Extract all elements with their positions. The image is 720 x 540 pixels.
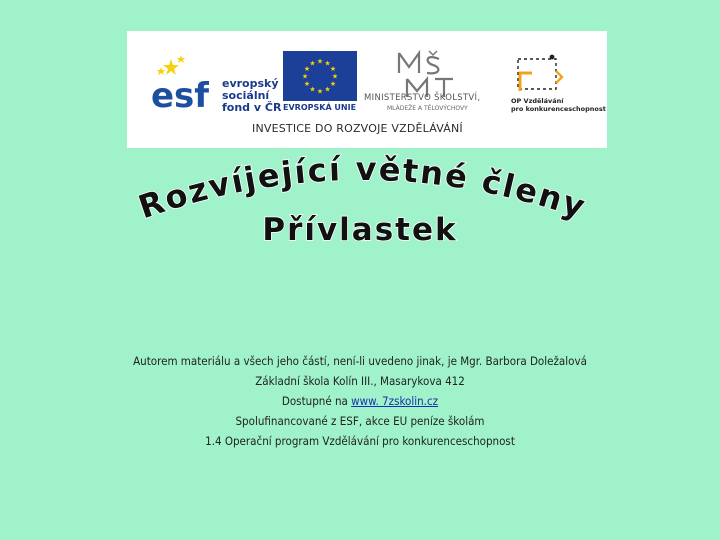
eu-flag-icon <box>283 51 357 101</box>
esf-label-line: evropský <box>222 77 279 90</box>
investice-label: INVESTICE DO ROZVOJE VZDĚLÁVÁNÍ <box>252 122 463 135</box>
esf-label-line: sociální <box>222 89 270 102</box>
op-label-line: OP Vzdělávání <box>511 97 564 105</box>
eu-star-icon: ★ <box>329 80 337 88</box>
msmt-logo-icon <box>395 49 457 99</box>
title-line-1: Rozvíjející větné členy <box>133 150 592 227</box>
title-line-2: Přívlastek <box>262 212 458 248</box>
esf-logo-icon <box>149 49 209 113</box>
credits-school: Základní škola Kolín III., Masarykova 412 <box>255 374 465 388</box>
eu-star-icon: ★ <box>303 80 311 88</box>
title-word-art <box>0 150 720 255</box>
credits-funding: Spolufinancované z ESF, akce EU peníze školám <box>235 414 485 428</box>
eu-star-icon: ★ <box>324 85 331 94</box>
ministry-sub-label: MLÁDEŽE A TĚLOVÝCHOVY <box>387 105 468 112</box>
eu-star-icon: ★ <box>316 57 324 66</box>
esf-label-line: fond v ČR <box>222 101 282 114</box>
credits-author: Autorem materiálu a všech jeho částí, není-li uvedeno jinak, je Mgr. Barbora Doležalová <box>133 354 587 368</box>
credits-availability-prefix: Dostupné na <box>281 394 352 408</box>
op-label <box>511 97 606 113</box>
esf-label <box>222 78 281 114</box>
op-logo-icon <box>512 51 568 95</box>
svg-text:esf: esf <box>151 76 209 113</box>
eu-star-icon: ★ <box>303 65 311 73</box>
eu-label: EVROPSKÁ UNIE <box>283 103 357 112</box>
credits-availability <box>0 391 720 411</box>
eu-star-icon: ★ <box>301 72 309 81</box>
eu-star-icon: ★ <box>324 59 331 68</box>
logo-banner <box>127 31 607 148</box>
eu-star-icon: ★ <box>309 85 316 94</box>
eu-star-icon: ★ <box>309 59 316 68</box>
credits-program: 1.4 Operační program Vzdělávání pro konkurenceschopnost <box>205 434 515 448</box>
eu-star-icon: ★ <box>329 65 337 73</box>
op-label-line: pro konkurenceschopnost <box>511 105 606 113</box>
school-website-link[interactable]: www. 7zskolin.cz <box>351 394 439 408</box>
eu-star-icon: ★ <box>316 87 324 96</box>
credits-block <box>0 351 720 451</box>
eu-star-icon: ★ <box>331 72 339 81</box>
ministry-label: MINISTERSTVO ŠKOLSTVÍ, <box>364 93 481 103</box>
